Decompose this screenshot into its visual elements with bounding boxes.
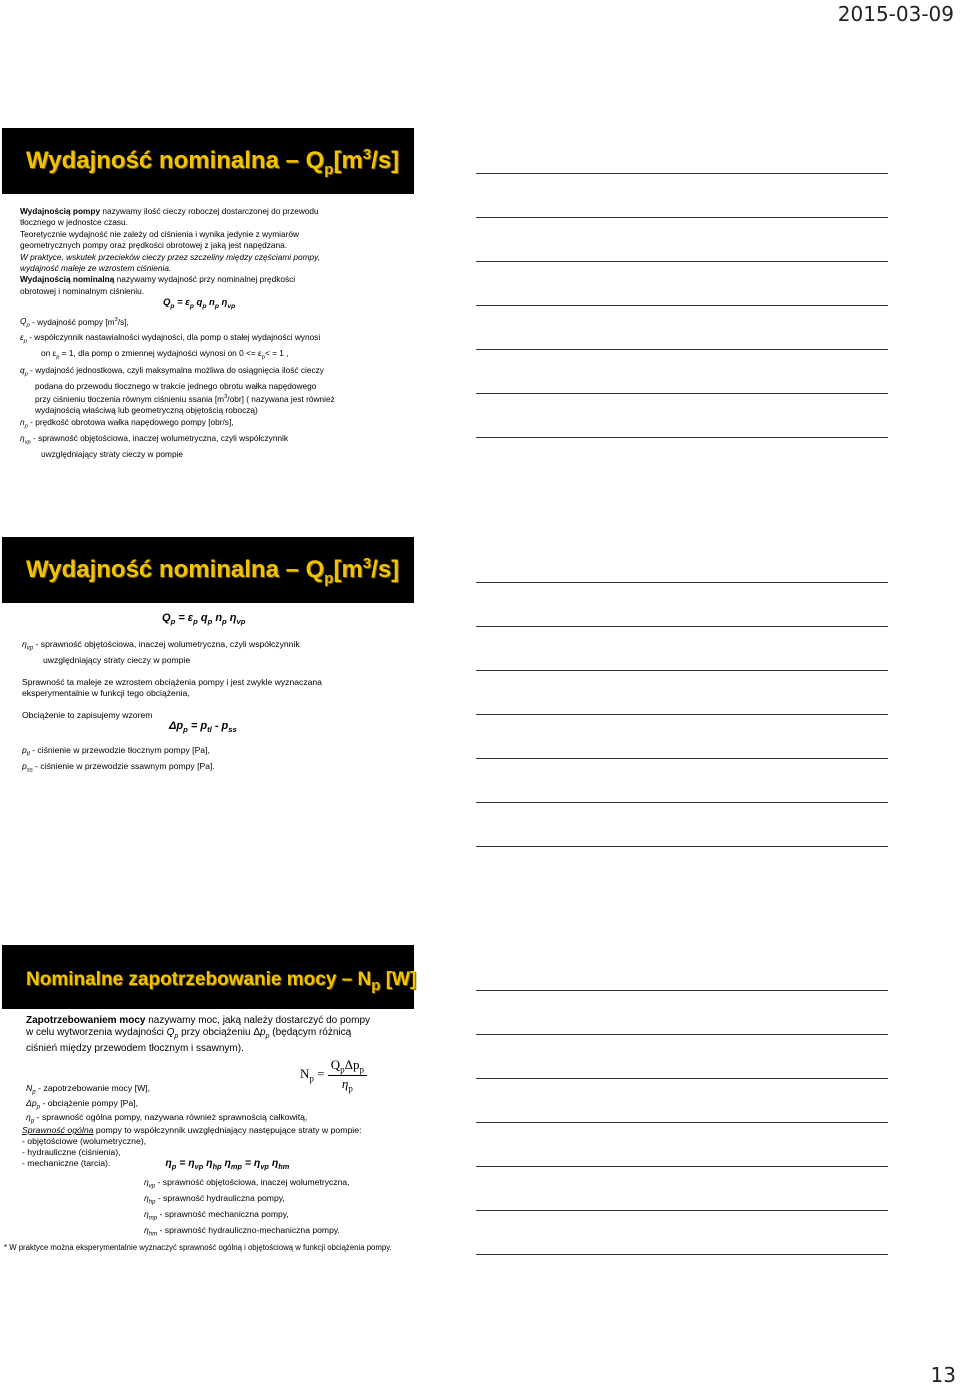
note-line: [476, 1166, 888, 1167]
definition-ptl: $p_{tl}$ - ciśnienie w przewodzie tłocznym pompy [Pa],: [22, 745, 210, 758]
formula-dp: $\Delta p_p = p_{tl} - p_{ss}$: [169, 719, 237, 735]
definition-line: uwzględniający straty cieczy w pompie: [41, 448, 184, 459]
slide-3: [2, 945, 417, 1245]
paragraph-italic: wydajność maleje ze wzrostem ciśnienia.: [20, 263, 172, 274]
slide-1-title-bar: [2, 128, 414, 194]
definition-eta: $\eta_p$ - sprawność ogólna pompy, nazywana również sprawnością całkowitą,: [26, 1112, 308, 1126]
definition-eta-hm: $\eta_{hm}$ - sprawność hydrauliczno-mechaniczna pompy.: [144, 1225, 340, 1238]
note-line: [476, 305, 888, 306]
list-item: - objętościowe (wolumetryczne),: [22, 1136, 147, 1146]
formula-qp: $Q_p = \varepsilon_p$ $q_p$ $n_p$ $\eta_{vp}$: [162, 612, 246, 627]
note-line: [476, 626, 888, 627]
definition-dp: $\Delta p_p$ - obciążenie pompy [Pa],: [26, 1097, 139, 1111]
slide-3-losses: [22, 1125, 361, 1172]
definition-line: przy ciśnieniu tłoczenia równym ciśnieniu ssania $[m^3/obr]$ ( nazywana jest również: [35, 393, 335, 404]
slide-3-intro: [26, 1015, 370, 1056]
note-line: [476, 758, 888, 759]
note-line: [476, 217, 888, 218]
note-line: [476, 802, 888, 803]
definition-eps: $\varepsilon_p$ - współczynnik nastawialności wydajności, dla pomp o stałej wydajności wynosi: [20, 332, 321, 346]
note-line: [476, 437, 888, 438]
note-line: [476, 173, 888, 174]
note-line: [476, 670, 888, 671]
note-line: [476, 1254, 888, 1255]
note-line: [476, 714, 888, 715]
slide-3-title-bar: [2, 945, 417, 1009]
definition-eta-vp: $\eta_{vp}$ - sprawność objętościowa, inaczej wolumetryczna,: [144, 1177, 350, 1190]
note-line: [476, 393, 888, 394]
definition-line: wydajnością właściwą lub geometryczną objętością roboczą): [35, 405, 258, 416]
slide-3-definitions: [26, 1083, 307, 1127]
footnote: * W praktyce można eksperymentalnie wyznaczyć sprawność ogólną i objętościową w funkcji obciążenia pompy.: [4, 1243, 392, 1252]
paragraph-italic: W praktyce, wskutek przecieków cieczy przez szczeliny między częściami pompy,: [20, 251, 321, 262]
slide-2: [2, 537, 414, 837]
definition-eta: $\eta_{vp}$ - sprawność objętościowa, inaczej wolumetryczna, czyli współczynnik: [22, 639, 300, 652]
note-line: [476, 1122, 888, 1123]
definition-line: uwzględniający straty cieczy w pompie: [43, 654, 191, 665]
definition-eta: $\eta_{vp}$ - sprawność objętościowa, inaczej wolumetryczna, czyli współczynnik: [20, 432, 289, 446]
paragraph-line: Sprawność ta maleje ze wzrostem obciążenia pompy i jest zwykle wyznaczana: [22, 676, 322, 687]
paragraph-line: Obciążenie to zapisujemy wzorem: [22, 709, 153, 720]
definition-np: $N_p$ - zapotrzebowanie mocy [W],: [26, 1083, 151, 1096]
paragraph: Wydajnością nominalną nazywamy wydajność przy nominalnej prędkości: [20, 274, 296, 285]
paragraph-line: ciśnień między przewodem tłocznym i ssawnym).: [26, 1043, 244, 1055]
paragraph-line: Teoretycznie wydajność nie zależy od ciśnienia i wynika jedynie z wymiarów: [20, 228, 299, 239]
slide-3-efficiencies: [144, 1177, 350, 1241]
paragraph: Sprawność ogólna pompy to współczynnik uwzględniający następujące straty w pompie:: [22, 1125, 362, 1135]
page-number: 13: [930, 1363, 956, 1387]
note-line: [476, 990, 888, 991]
paragraph-line: tłocznego w jednostce czasu.: [20, 217, 128, 228]
definition-np: $n_p$ - prędkość obrotowa wałka napędowego pompy [obr/s],: [20, 416, 234, 430]
paragraph-line: obrotowej i nominalnym ciśnieniu.: [20, 285, 145, 296]
paragraph: Zapotrzebowaniem mocy nazywamy moc, jaką należy dostarczyć do pompy: [26, 1015, 371, 1026]
note-line: [476, 846, 888, 847]
definition-eta-mp: $\eta_{mp}$ - sprawność mechaniczna pompy,: [144, 1209, 289, 1222]
paragraph-line: geometrycznych pompy oraz prędkości obrotowej z jaką jest napędzana.: [20, 240, 288, 251]
slide-1-title: Wydajność nominalna – $Q_p[m^3/s]$: [26, 146, 400, 178]
formula-np: $N_p$ = $\frac{Q_p\Delta p_p}{\eta_p}$: [300, 1057, 367, 1093]
slide-2-title-bar: [2, 537, 414, 603]
definition-eps-cont: on $\varepsilon_p = 1$, dla pomp o zmiennej wydajności wynosi on $0 <= \varepsilon_p< = 1$ ,: [41, 348, 289, 362]
definition-pss: $p_{ss}$ - ciśnienie w przewodzie ssawnym pompy [Pa].: [22, 760, 215, 774]
definition-qp-unit: $q_p$ - wydajność jednostkowa, czyli maksymalna możliwa do osiągnięcia ilość cieczy: [20, 364, 324, 378]
note-line: [476, 582, 888, 583]
paragraph: Wydajnością pompy nazywamy ilość cieczy roboczej dostarczonej do przewodu: [20, 206, 319, 216]
page-date: 2015-03-09: [837, 2, 954, 26]
note-line: [476, 261, 888, 262]
note-line: [476, 1210, 888, 1211]
slide-2-body: [22, 613, 322, 777]
slide-1-body: [20, 206, 335, 460]
list-item: - hydrauliczne (ciśnienia),: [22, 1147, 121, 1157]
formula-qp: $Q_p = \varepsilon_p$ $q_p$ $n_p$ $\eta_{vp}$: [163, 297, 236, 311]
slide-1: [2, 128, 414, 459]
slide-2-title: Wydajność nominalna – $Q_p[m^3/s]$: [26, 555, 400, 587]
definition-qp: $Q_p$ - wydajność pompy $[m^3/s]$,: [20, 316, 129, 329]
note-line: [476, 1078, 888, 1079]
list-item: - mechaniczne (tarcia). $\eta_p = \eta_{vp}$ $\eta_{hp}$ $\eta_{mp} = \eta_{vp}$ $\eta_{hm}$: [22, 1157, 290, 1172]
slide-3-title: Nominalne zapotrzebowanie mocy – $N_p$ [W]: [26, 969, 417, 994]
paragraph-line: eksperymentalnie w funkcji tego obciążenia,: [22, 687, 190, 698]
definition-eta-hp: $\eta_{hp}$ - sprawność hydrauliczna pompy,: [144, 1193, 285, 1206]
note-line: [476, 1034, 888, 1035]
paragraph-line: w celu wytworzenia wydajności $Q_p$ przy obciążeniu $\Delta p_p$ (będącym różnicą: [26, 1027, 352, 1041]
note-line: [476, 349, 888, 350]
definition-line: podana do przewodu tłocznego w trakcie jednego obrotu wałka napędowego: [35, 380, 317, 391]
